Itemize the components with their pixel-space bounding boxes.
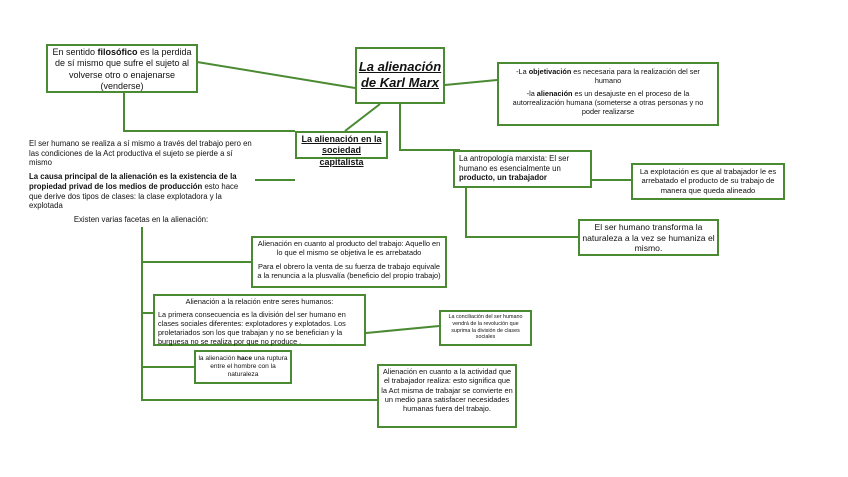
objetivacion-l2-c: es un desajuste en el proceso de la autorrealización humana (someterse a otras personas y no poder realizarse xyxy=(512,89,704,117)
objetivacion-node xyxy=(497,62,719,126)
objetivacion-l2-a: -la xyxy=(526,89,537,99)
connector-title-antropologia xyxy=(400,104,460,150)
actividad-text: Alienación en cuanto a la actividad que el trabajador realiza: esto significa que la Act misma de trabajar se convierte en un medio para satisfacer necesidades humanas fuera del trabajo. xyxy=(381,367,513,413)
objetivacion-l1-c: es necesaria para la realización del ser humano xyxy=(571,67,700,86)
explotacion-text: La explotación es que al trabajador le es arrebatado el producto de su trabajo de manera que queda alineado xyxy=(639,167,777,195)
filosofico-node xyxy=(46,44,198,93)
relacion-node xyxy=(153,294,366,346)
filosofico-text-a: En sentido xyxy=(52,47,98,57)
explotacion-node xyxy=(631,163,785,200)
producto-p2: Para el obrero la venta de su fuerza de trabajo equivale a la renuncia a la plusvalía (beneficio del propio trabajo) xyxy=(257,261,441,280)
ser-humano-p2-b: esto hace que derive dos tipos de clases: la clase explotadora y la explotada xyxy=(29,181,239,211)
connector-title-filosofico xyxy=(197,62,355,88)
antropologia-text-a: La antropología marxista: El ser humano es esencialmente un xyxy=(459,154,570,173)
antropologia-text-b: producto, un trabajador xyxy=(459,173,547,183)
objetivacion-l2-b: alienación xyxy=(536,89,573,99)
transforma-text: El ser humano transforma la naturaleza a la vez se humaniza el mismo. xyxy=(582,222,715,254)
title-line-2: de Karl Marx xyxy=(360,75,440,91)
objetivacion-l1-b: objetivación xyxy=(528,67,572,76)
producto-node xyxy=(251,236,447,288)
title-line-1: La alienación xyxy=(358,59,442,74)
conciliacion-text: La conciliación del ser humano vendrá de la revolución que suprima la división de clases sociales xyxy=(448,314,523,341)
conciliacion-node xyxy=(439,310,532,346)
ser-humano-p2-a: La causa principal de la alienación es la existencia de la propiedad privad de los medios de producción xyxy=(29,172,237,191)
producto-p1: Alienación en cuanto al producto del trabajo: Aquello en lo que el mismo se objetiva le es arrebatado xyxy=(257,239,441,258)
sociedad-node xyxy=(295,131,388,167)
sociedad-text: La alienación en la sociedad capitalista xyxy=(301,134,382,167)
relacion-p1: Alienación a la relación entre seres humanos: xyxy=(185,297,334,306)
connector-antropologia-transforma xyxy=(466,188,578,237)
connector-title-sociedad xyxy=(345,104,380,131)
objetivacion-l1-a: -La xyxy=(516,67,529,76)
transforma-node xyxy=(578,219,719,256)
ser-humano-p3: Existen varias facetas en la alienación: xyxy=(73,215,209,225)
ruptura-text-a: la alienación xyxy=(198,355,237,362)
title-node xyxy=(355,47,445,104)
ruptura-text-c: una ruptura entre el hombre con la naturaleza xyxy=(210,355,288,379)
ser-humano-p1: El ser humano se realiza a sí mismo a través del trabajo pero en las condiciones de la Act productiva el sujeto se pierde a sí mismo xyxy=(29,139,252,168)
relacion-p2: La primera consecuencia es la división del ser humano en clases sociales diferentes: explotadores y explotados. Los proletariados son los que trabajan y no se benefician y la burguesa no se realiza por que no produce . xyxy=(158,310,346,347)
ruptura-text-b: hace xyxy=(236,355,252,362)
connector-title-objetivacion xyxy=(445,80,497,85)
connector-filosofico-sociedad xyxy=(124,93,295,131)
ser-humano-node xyxy=(27,138,255,227)
connector-relacion-conciliacion xyxy=(366,326,439,333)
antropologia-node xyxy=(453,150,592,188)
actividad-node xyxy=(377,364,517,428)
filosofico-text-c: es la perdida de sí mismo que sufre el sujeto al volverse otro o enajenarse (venderse) xyxy=(54,47,192,91)
filosofico-text-b: filosófico xyxy=(97,47,138,57)
ruptura-node xyxy=(194,350,292,384)
